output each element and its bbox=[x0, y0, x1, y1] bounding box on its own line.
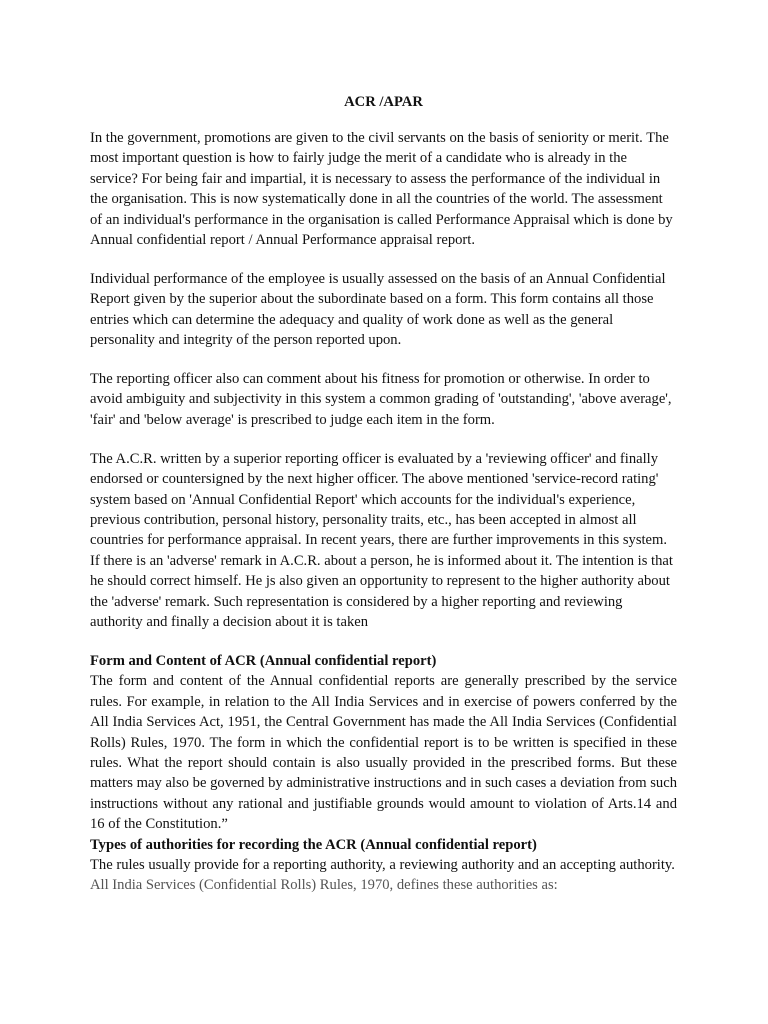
paragraph-review: The A.C.R. written by a superior reporting officer is evaluated by a 'reviewing officer' and finally endorsed or countersigned by the next higher officer. The above mentioned 'service-record rating' system based on 'Annual Confidential Report' which accounts for the individual's experience, previous contribution, personal history, personality traits, etc., has been accepted in almost all countries for performance appraisal. In recent years, there are further improvements in this system. If there is an 'adverse' remark in A.C.R. about a person, he is informed about it. The intention is that he should correct himself. He js also given an opportunity to represent to the higher authority about the 'adverse' remark. Such representation is considered by a higher reporting and reviewing authority and finally a decision about it is taken bbox=[90, 450, 673, 631]
document-page bbox=[90, 92, 677, 896]
authorities-text-start: The rules usually provide for a reporting authority, a reviewing authority and an accepting authority. bbox=[90, 857, 675, 873]
section-body-form-content: The form and content of the Annual confidential reports are generally prescribed by the service rules. For example, in relation to the All India Services and in exercise of powers conferred by the All India Services Act, 1951, the Central Government has made the All India Services (Confidential Rolls) Rules, 1970. The form in which the confidential report is to be written is specified in these rules. What the report should contain is also usually provided in the prescribed forms. But these matters may also be governed by administrative instructions and in such cases a deviation from such instructions without any rational and justifiable grounds would amount to violation of Arts.14 and 16 of the Constitution.” bbox=[90, 673, 677, 833]
section-body-authorities bbox=[90, 855, 677, 896]
authorities-text-end: All India Services (Confidential Rolls) Rules, 1970, defines these authorities as: bbox=[90, 877, 558, 894]
section-heading-authorities: Types of authorities for recording the ACR (Annual confidential report) bbox=[90, 836, 537, 853]
document-title: ACR /APAR bbox=[344, 94, 423, 110]
paragraph-grading: The reporting officer also can comment about his fitness for promotion or otherwise. In order to avoid ambiguity and subjectivity in this system a common grading of 'outstanding', 'above average', 'fair' and 'below average' is prescribed to judge each item in the form. bbox=[90, 371, 672, 428]
section-heading-form-content: Form and Content of ACR (Annual confidential report) bbox=[90, 652, 437, 669]
paragraph-assessment: Individual performance of the employee is usually assessed on the basis of an Annual Confidential Report given by the superior about the subordinate based on a form. This form contains all those entries which can determine the adequacy and quality of work done as well as the general personality and integrity of the person reported upon. bbox=[90, 270, 666, 349]
paragraph-intro: In the government, promotions are given to the civil servants on the basis of seniority or merit. The most important question is how to fairly judge the merit of a candidate who is already in the service? For being fair and impartial, it is necessary to assess the performance of the individual in the organisation. This is now systematically done in all the countries of the world. The assessment of an individual's performance in the organisation is called Performance Appraisal which is done by Annual confidential report / Annual Performance appraisal report. bbox=[90, 130, 673, 249]
